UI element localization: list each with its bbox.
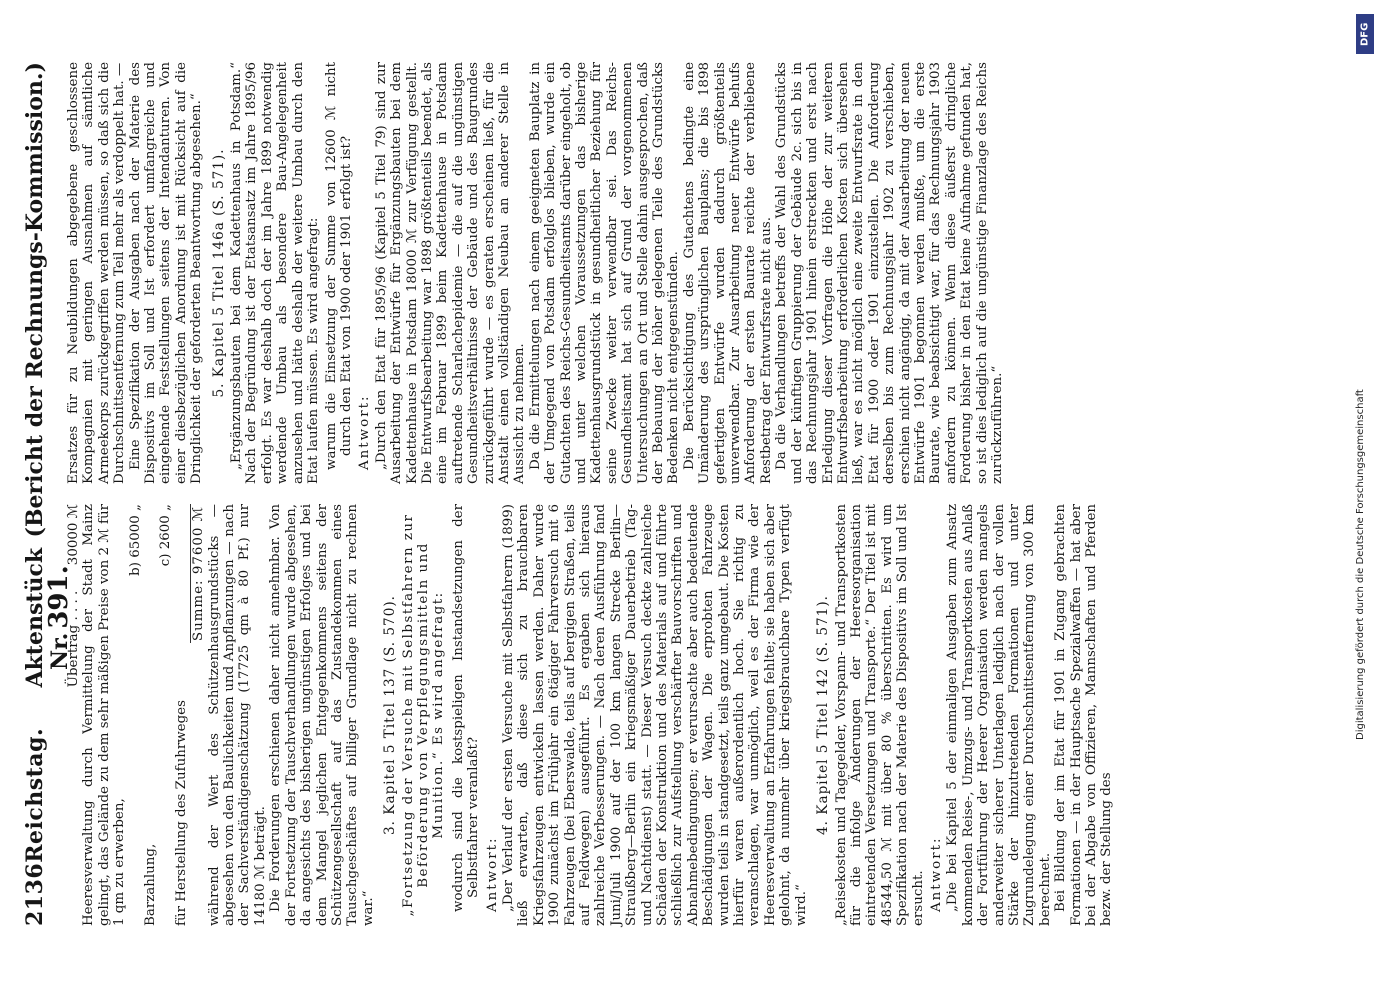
section-heading-5: 5. Kapitel 5 Titel 146a (S. 571). <box>210 148 227 398</box>
paragraph: Barzahlung, <box>143 843 159 926</box>
funding-credit: Digitalisierung gefördert durch die Deutsche Forschungsgemeinschaft <box>1355 389 1366 740</box>
text-body <box>66 62 1115 926</box>
paragraph: Eine Spezifikation der Ausgaben nach der Materie des Dispositivs im Soll und Ist erfordert umfangreiche und eingehende Feststellungen seitens der Intendanturen. Von einer diesbezüglichen Anordnung ist mit Rücksicht auf die Dringlichkeit der geforderten Beantwortung abgesehen.“ <box>127 62 205 484</box>
right-column <box>66 62 1115 484</box>
question: wodurch sind die kostspieligen Instandsetzungen der Selbstfahrer veranlaßt? <box>450 504 482 912</box>
uebertrag-value: 30000 ℳ <box>66 504 81 566</box>
paragraph: Die Berücksichtigung des Gutachtens bedingte eine Umänderung des ursprünglichen Bauplans; die bis 1898 gefertigten Entwürfe wurden dadurch größtenteils unverwendbar. Zur Ausarbeitung neuer Entwürfe behufs Anforderung der ersten Baurate reichte der verbliebene Restbetrag der Entwurfsrate nicht aus. <box>681 62 774 484</box>
left-column <box>66 504 1115 926</box>
answer-label: Antwort: <box>484 836 500 912</box>
paragraph: „Die bei Kapitel 5 der einmaligen Ausgaben zum Ansatz kommenden Reise-, Umzugs- und Transportkosten aus Anlaß der Fortführung der Heerer Organisation werden mangels anderweiter sicherer Unterlagen lediglich nach der vollen Stärke der hinzutretenden Formationen und unter Zugrundelegung einer Durchschnittsentfernung von 300 km berechnet. <box>945 504 1053 926</box>
item-b: b) 65000 „ <box>127 504 143 576</box>
section-subject: „Fortsetzung der Versuche mit Selbstfahrern zur Beförderung von Verpflegungsmitteln und Munition.“ Es wird angefragt: <box>400 513 447 917</box>
reichstag-heading: Reichstag. <box>22 727 48 863</box>
answer-label: Antwort: <box>357 394 373 470</box>
section-heading-4: 4. Kapitel 5 Titel 142 (S. 571). <box>815 595 832 835</box>
paragraph: Da die Ermittelungen nach einem geeigneten Bauplatz in der Umgegend von Potsdam erfolglos blieben, wurde ein Gutachten des Reichs-Gesundheitsamts darüber eingeholt, ob und unter welchen Voraussetzungen das bisherige Kadettenhausgrundstück in gesundheitlicher Beziehung für seine Zwecke weiter verwendbar sei. Das Reichs-Gesundheitsamt hat sich auf Grund der vorgenommenen Untersuchungen an Ort und Stelle dahin ausgesprochen, daß der Bebauung der höher gelegenen Teile des Grundstücks Bedenken nicht entgegenstünden. <box>527 62 682 484</box>
dfg-logo: DFG <box>1356 14 1374 54</box>
paragraph: für Herstellung des Zufuhrweges <box>173 700 189 926</box>
aktenstueck-heading <box>24 537 72 727</box>
uebertrag-label: Übertrag . . . . <box>66 590 81 688</box>
paragraph: Bei Bildung der im Etat für 1901 in Zugang gebrachten Formationen — in der Hauptsache Spezialwaffen — hat aber bei der Abgabe von Offizieren, Mannschaften und Pferden bezw. der Stellung des <box>1053 504 1115 926</box>
paragraph: „Der Verlauf der ersten Versuche mit Selbstfahrern (1899) ließ erwarten, daß diese sich zu brauchbaren Kriegsfahrzeugen entwickeln lassen werden. Daher wurde 1900 zunächst im Frühjahr ein 6tägiger Fahrversuch mit 6 Fahrzeugen (bei Eberswalde, teils auf bergigen Straßen, teils auf Feldwegen) ausgeführt. Es ergaben sich hieraus zahlreiche Verbesserungen. — Nach deren Ausführung fand Juni/Juli 1900 auf der 100 km langen Strecke Berlin—Straußberg—Berlin ein kriegsmäßiger Dauerbetrieb (Tag- und Nachtdienst) statt. — Dieser Versuch deckte zahlreiche Schäden der Konstruktion und des Materials auf und führte schließlich zur Aufstellung verschärfter Bauvorschriften und Abnahmebedingungen; er verursachte aber auch bedeutende Beschädigungen der Wagen. Die erprobten Fahrzeuge wurden teils in standgesetzt, teils ganz umgebaut. Die Kosten hierfür waren außerordentlich hoch. Sie richtig zu veranschlagen, war unmöglich, weil es der Firma wie der Heeresverwaltung an Erfahrungen fehlte; sie haben sich aber gelohnt, da nunmehr über kriegsbrauchbare Typen verfügt wird.“ <box>500 504 809 926</box>
paragraph: „Durch den Etat für 1895/96 (Kapitel 5 Titel 79) sind zur Ausarbeitung der Entwürfe für Ergänzungsbauten bei dem Kadettenhause in Potsdam 18000 ℳ zur Verfügung gestellt. Die Entwurfsbearbeitung war 1898 größtenteils beendet, als eine im Februar 1899 beim Kadettenhause in Potsdam auftretende Scharlachepidemie — die auf die ungünstigen Gesundheitsverhältnisse der Gebäude und des Baugrundes zurückgeführt wurde — es geraten erscheinen ließ, für die Anstalt einen vollständigen Neubau an anderer Stelle in Aussicht zu nehmen. <box>373 62 528 484</box>
sum-total: Summe: 97600 ℳ <box>191 506 207 642</box>
paragraph: Ersatzes für zu Neubildungen abgegebene geschlossene Kompagnien mit geringen Ausnahmen auf sämtliche Armeekorps zurückgegriffen werden müssen, so daß sich die Durchschnittsentfernung zum Teil mehr als verdoppelt hat. — <box>66 62 128 484</box>
paragraph: Heeresverwaltung durch Vermittelung der Stadt Mainz gelingt, das Gelände zu dem sehr mäßigen Preise von 2 ℳ für 1 qm zu erwerben, <box>81 504 128 926</box>
answer-label: Antwort: <box>928 836 944 912</box>
paragraph: während der Wert des Schützenhausgrundstücks — abgesehen von den Baulichkeiten und Anpflanzungen — nach der Sachverständigenschätzung (17725 qm à 80 Pf.) nur 14180 ℳ beträgt. <box>206 504 268 926</box>
aktenstueck-label: Aktenstück Nr. <box>22 547 73 688</box>
paragraph: Da die Verhandlungen betreffs der Wahl des Grundstücks und der künftigen Gruppierung der Gebäude 2c. sich bis in das Rechnungsjahr 1901 hinein erstreckten und erst nach Erledigung dieser Vorfragen die Höhe der zur weiteren Entwurfsbearbeitung erforderlichen Kosten sich übersehen ließ, war es nicht möglich eine zweite Entwurfsrate in den Etat für 1900 oder 1901 einzustellen. Die Anforderung derselben bis zum Rechnungsjahr 1902 zu verschieben, erschien nicht angängig, da mit der Ausarbeitung der neuen Entwürfe 1901 begonnen werden mußte, um die erste Baurate, wie beabsichtigt war, für das Rechnungsjahr 1903 anfordern zu können. Wenn diese äußerst dringliche Forderung bisher in den Etat keine Aufnahme gefunden hat, so ist dies lediglich auf die ungünstige Finanzlage des Reichs zurückzuführen.“ <box>774 62 1005 484</box>
paragraph: Die Forderungen erschienen daher nicht annehmbar. Von der Fortsetzung der Tauschverhandlungen wurde abgesehen, da angesichts des bisherigen ungünstigen Erfolges und bei dem Mangel jeglichen Entgegenkommens seitens der Schützengesellschaft auf das Zustandekommen eines Tauschgeschäftes auf billiger Grundlage nicht zu rechnen war.“ <box>268 504 376 926</box>
paragraph: „Ergänzungsbauten bei dem Kadettenhaus in Potsdam.“ Nach der Begründung ist der Etatsansatz im Jahre 1895/96 erfolgt. Es war deshalb doch der im Jahre 1899 notwendig werdende Umbau als besondere Bau-Angelegenheit anzusehen und hätte deshalb der weitere Umbau durch den Etat laufen müssen. Es wird angefragt: <box>229 62 322 484</box>
page-number: 2136 <box>22 862 48 926</box>
sum-line <box>191 504 206 926</box>
uebertrag-line <box>66 504 81 926</box>
section-heading-3: 3. Kapitel 5 Titel 137 (S. 570). <box>382 595 399 835</box>
section-subject: „Reisekosten und Tagegelder, Vorspann- und Transportkosten für die infolge Änderungen der Heeresorganisation eintretenden Versetzungen und Transporte.“ Der Titel ist mit 48544,50 ℳ mit über 80 % überschritten. Es wird um Spezifikation nach der Materie des Dispositivs im Soll und Ist ersucht. <box>833 504 926 926</box>
document-number: 391. <box>44 565 74 629</box>
report-heading: (Bericht der Rechnungs-Kommission.) <box>22 62 48 538</box>
item-c: c) 2600 „ <box>158 504 174 567</box>
digitization-sidebar <box>1353 8 1381 993</box>
question: warum die Einsetzung der Summe von 12600 ℳ nicht durch den Etat von 1900 oder 1901 erfolgt ist? <box>323 62 354 470</box>
